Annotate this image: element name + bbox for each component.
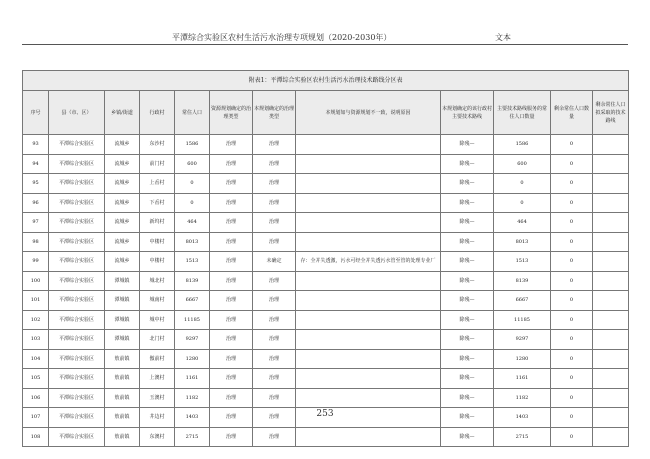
table-cell: 治理 bbox=[210, 330, 253, 350]
table-cell: 108 bbox=[23, 427, 49, 447]
table-cell: 106 bbox=[23, 388, 49, 408]
table-cell bbox=[296, 291, 441, 311]
table-cell: 治理 bbox=[253, 154, 296, 174]
table-cell: 104 bbox=[23, 349, 49, 369]
table-cell: 102 bbox=[23, 310, 49, 330]
table-body bbox=[23, 135, 629, 447]
page-number: 253 bbox=[316, 409, 334, 419]
table-cell bbox=[593, 252, 629, 272]
table-cell bbox=[296, 271, 441, 291]
section-label: 文本 bbox=[495, 33, 511, 42]
table-cell: 下岙村 bbox=[140, 193, 175, 213]
table-cell: 治理 bbox=[210, 213, 253, 233]
table-cell: 敖前镇 bbox=[105, 427, 140, 447]
table-cell: 上澳村 bbox=[140, 369, 175, 389]
table-cell: 敖前镇 bbox=[105, 388, 140, 408]
table-cell: 流城乡 bbox=[105, 174, 140, 194]
table-cell: 治理 bbox=[253, 193, 296, 213]
table-cell: 0 bbox=[551, 427, 593, 447]
table-row bbox=[23, 369, 629, 389]
table-cell: 1182 bbox=[175, 388, 210, 408]
table-cell: 治理 bbox=[253, 388, 296, 408]
table-cell bbox=[296, 232, 441, 252]
table-cell bbox=[296, 154, 441, 174]
table-cell: 除残— bbox=[441, 252, 494, 272]
table-cell: 治理 bbox=[253, 349, 296, 369]
table-row bbox=[23, 213, 629, 233]
document-title: 平潭综合实验区农村生活污水治理专项规划（2020-2030年） bbox=[172, 33, 392, 42]
table-cell: 平潭综合实验区 bbox=[49, 388, 105, 408]
table-row bbox=[23, 135, 629, 155]
table-cell: 除残— bbox=[441, 388, 494, 408]
table-cell: 敖前镇 bbox=[105, 369, 140, 389]
table-cell: 1161 bbox=[175, 369, 210, 389]
table-cell: 98 bbox=[23, 232, 49, 252]
page-header bbox=[22, 30, 628, 46]
table-cell: 1280 bbox=[175, 349, 210, 369]
table-cell: 治理 bbox=[210, 271, 253, 291]
table-cell bbox=[296, 427, 441, 447]
table-row bbox=[23, 330, 629, 350]
table-cell: 平潭综合实验区 bbox=[49, 135, 105, 155]
table-cell: 治理 bbox=[210, 291, 253, 311]
table-cell: 敖前镇 bbox=[105, 408, 140, 428]
table-cell: 流城乡 bbox=[105, 232, 140, 252]
table-cell: 治理 bbox=[253, 271, 296, 291]
table-cell bbox=[593, 427, 629, 447]
table-cell bbox=[593, 349, 629, 369]
table-cell: 北门村 bbox=[140, 330, 175, 350]
table-cell bbox=[593, 310, 629, 330]
table-cell: 存：全并失透激，污水可经全并失透污水管至管的处理专业厂 bbox=[296, 252, 441, 272]
table-cell: 平潭综合实验区 bbox=[49, 349, 105, 369]
table-caption-row bbox=[23, 71, 629, 91]
table-cell: 城南村 bbox=[140, 291, 175, 311]
table-cell: 600 bbox=[175, 154, 210, 174]
table-row bbox=[23, 232, 629, 252]
table-cell: 0 bbox=[551, 174, 593, 194]
column-header: 主要技术路线服务的常住人口数量 bbox=[494, 91, 551, 135]
table-cell: 除残— bbox=[441, 427, 494, 447]
table-cell: 除残— bbox=[441, 291, 494, 311]
table-row bbox=[23, 193, 629, 213]
table-cell: 平潭综合实验区 bbox=[49, 232, 105, 252]
table-row bbox=[23, 174, 629, 194]
table-cell bbox=[593, 193, 629, 213]
table-cell: 东澳村 bbox=[140, 427, 175, 447]
table-cell: 11185 bbox=[494, 310, 551, 330]
table-cell: 1513 bbox=[494, 252, 551, 272]
table-cell: 95 bbox=[23, 174, 49, 194]
table-cell: 0 bbox=[551, 193, 593, 213]
table-cell: 中楼村 bbox=[140, 232, 175, 252]
table-cell: 0 bbox=[494, 193, 551, 213]
table-cell: 潭城镇 bbox=[105, 330, 140, 350]
table-cell: 2715 bbox=[175, 427, 210, 447]
table-cell: 治理 bbox=[253, 408, 296, 428]
column-header: 行政村 bbox=[140, 91, 175, 135]
table-cell bbox=[593, 291, 629, 311]
table-row bbox=[23, 291, 629, 311]
table-cell: 治理 bbox=[253, 135, 296, 155]
table-cell bbox=[593, 330, 629, 350]
table-cell: 0 bbox=[551, 232, 593, 252]
table-row bbox=[23, 310, 629, 330]
table-cell bbox=[296, 310, 441, 330]
header-divider bbox=[22, 44, 628, 45]
table-cell bbox=[296, 330, 441, 350]
table-cell: 治理 bbox=[253, 213, 296, 233]
table-cell: 0 bbox=[551, 388, 593, 408]
table-cell: 平潭综合实验区 bbox=[49, 193, 105, 213]
table-cell: 平潭综合实验区 bbox=[49, 427, 105, 447]
table-cell: 治理 bbox=[210, 193, 253, 213]
table-cell bbox=[593, 232, 629, 252]
table-cell: 0 bbox=[551, 291, 593, 311]
column-header: 剩余常住人口数量 bbox=[551, 91, 593, 135]
table-cell: 潭城镇 bbox=[105, 310, 140, 330]
table-cell: 464 bbox=[175, 213, 210, 233]
table-cell: 潭城镇 bbox=[105, 271, 140, 291]
table-cell bbox=[593, 154, 629, 174]
table-cell: 治理 bbox=[210, 349, 253, 369]
table-cell: 治理 bbox=[253, 174, 296, 194]
table-cell: 6667 bbox=[175, 291, 210, 311]
table-cell: 前门村 bbox=[140, 154, 175, 174]
table-cell bbox=[296, 135, 441, 155]
table-cell: 平潭综合实验区 bbox=[49, 252, 105, 272]
table-cell: 除残— bbox=[441, 369, 494, 389]
table-cell: 流城乡 bbox=[105, 135, 140, 155]
table-row bbox=[23, 349, 629, 369]
table-cell: 105 bbox=[23, 369, 49, 389]
table-cell: 除残— bbox=[441, 310, 494, 330]
table-cell: 100 bbox=[23, 271, 49, 291]
table-cell: 8013 bbox=[494, 232, 551, 252]
table-row bbox=[23, 427, 629, 447]
table-cell bbox=[296, 213, 441, 233]
table-cell: 600 bbox=[494, 154, 551, 174]
table-cell: 新坞村 bbox=[140, 213, 175, 233]
table-cell: 治理 bbox=[210, 174, 253, 194]
table-cell: 11185 bbox=[175, 310, 210, 330]
table-cell: 平潭综合实验区 bbox=[49, 271, 105, 291]
table-cell: 傲前村 bbox=[140, 349, 175, 369]
table-cell: 1513 bbox=[175, 252, 210, 272]
column-header: 序号 bbox=[23, 91, 49, 135]
table-cell: 流城乡 bbox=[105, 252, 140, 272]
table-cell: 99 bbox=[23, 252, 49, 272]
table-cell: 治理 bbox=[253, 310, 296, 330]
table-cell: 治理 bbox=[210, 232, 253, 252]
table-cell: 治理 bbox=[210, 154, 253, 174]
table-cell: 治理 bbox=[210, 252, 253, 272]
column-header: 本规划确定的治理类型 bbox=[253, 91, 296, 135]
table-cell: 平潭综合实验区 bbox=[49, 369, 105, 389]
sewage-treatment-table bbox=[22, 70, 629, 447]
table-cell: 101 bbox=[23, 291, 49, 311]
table-cell: 潭城镇 bbox=[105, 291, 140, 311]
column-header: 本规划如与资源规划不一致，说明原因 bbox=[296, 91, 441, 135]
table-cell: 治理 bbox=[253, 291, 296, 311]
table-cell: 0 bbox=[551, 369, 593, 389]
column-header: 资源规划确定的治理类型 bbox=[210, 91, 253, 135]
table-cell: 0 bbox=[551, 330, 593, 350]
table-cell bbox=[593, 213, 629, 233]
table-cell: 平潭综合实验区 bbox=[49, 154, 105, 174]
table-cell: 东沙村 bbox=[140, 135, 175, 155]
table-cell: 流城乡 bbox=[105, 154, 140, 174]
table-cell: 0 bbox=[551, 135, 593, 155]
table-cell: 城北村 bbox=[140, 271, 175, 291]
table-cell: 0 bbox=[551, 310, 593, 330]
table-cell bbox=[296, 349, 441, 369]
table-cell: 治理 bbox=[210, 135, 253, 155]
table-cell: 平潭综合实验区 bbox=[49, 213, 105, 233]
table-cell: 治理 bbox=[210, 408, 253, 428]
table-cell bbox=[593, 388, 629, 408]
table-row bbox=[23, 271, 629, 291]
table-cell: 1403 bbox=[494, 408, 551, 428]
table-cell: 除残— bbox=[441, 174, 494, 194]
column-header: 常住人口 bbox=[175, 91, 210, 135]
table-cell: 除残— bbox=[441, 349, 494, 369]
table-cell: 96 bbox=[23, 193, 49, 213]
table-cell: 2715 bbox=[494, 427, 551, 447]
table-cell bbox=[296, 193, 441, 213]
table-cell: 0 bbox=[551, 213, 593, 233]
column-header: 乡镇/街道 bbox=[105, 91, 140, 135]
column-header: 县（市、区） bbox=[49, 91, 105, 135]
table-cell: 治理 bbox=[253, 427, 296, 447]
table-cell bbox=[593, 369, 629, 389]
table-cell bbox=[593, 135, 629, 155]
table-cell: 除残— bbox=[441, 330, 494, 350]
table-cell: 中楼村 bbox=[140, 252, 175, 272]
table-caption: 附表1：平潭综合实验区农村生活污水治理技术路线分区表 bbox=[23, 71, 629, 91]
table-row bbox=[23, 388, 629, 408]
table-cell: 0 bbox=[551, 252, 593, 272]
table-cell: 除残— bbox=[441, 271, 494, 291]
table-cell: 6667 bbox=[494, 291, 551, 311]
table-cell: 城中村 bbox=[140, 310, 175, 330]
table-cell: 治理 bbox=[253, 330, 296, 350]
table-cell: 8139 bbox=[175, 271, 210, 291]
table-cell: 除残— bbox=[441, 135, 494, 155]
table-cell: 1586 bbox=[494, 135, 551, 155]
table-header-row bbox=[23, 91, 629, 135]
table-cell: 敖前镇 bbox=[105, 349, 140, 369]
table-cell: 1280 bbox=[494, 349, 551, 369]
table-cell: 8139 bbox=[494, 271, 551, 291]
table-cell: 治理 bbox=[210, 310, 253, 330]
column-header: 本规划确定的该行政村主要技术路线 bbox=[441, 91, 494, 135]
table-cell bbox=[593, 174, 629, 194]
table-cell: 0 bbox=[551, 154, 593, 174]
table-cell: 流城乡 bbox=[105, 193, 140, 213]
table-cell: 464 bbox=[494, 213, 551, 233]
table-cell: 0 bbox=[551, 408, 593, 428]
table-cell: 平潭综合实验区 bbox=[49, 408, 105, 428]
table-cell: 94 bbox=[23, 154, 49, 174]
table-cell: 0 bbox=[551, 349, 593, 369]
table-cell: 玉澳村 bbox=[140, 388, 175, 408]
table-cell: 治理 bbox=[210, 427, 253, 447]
table-cell: 9297 bbox=[494, 330, 551, 350]
table-cell: 治理 bbox=[253, 232, 296, 252]
table-cell: 97 bbox=[23, 213, 49, 233]
table-cell: 治理 bbox=[210, 369, 253, 389]
table-cell bbox=[296, 369, 441, 389]
table-cell: 9297 bbox=[175, 330, 210, 350]
table-cell: 除残— bbox=[441, 154, 494, 174]
table-cell: 1182 bbox=[494, 388, 551, 408]
table-cell bbox=[296, 174, 441, 194]
table-row bbox=[23, 252, 629, 272]
table-cell: 平潭综合实验区 bbox=[49, 310, 105, 330]
table-cell: 0 bbox=[175, 193, 210, 213]
table-cell: 平潭综合实验区 bbox=[49, 174, 105, 194]
table-cell: 平潭综合实验区 bbox=[49, 291, 105, 311]
table-cell: 1586 bbox=[175, 135, 210, 155]
table-cell: 8013 bbox=[175, 232, 210, 252]
table-cell: 1161 bbox=[494, 369, 551, 389]
table-cell: 0 bbox=[551, 271, 593, 291]
table-cell: 1403 bbox=[175, 408, 210, 428]
table-cell: 上岙村 bbox=[140, 174, 175, 194]
table-cell: 除残— bbox=[441, 408, 494, 428]
table-cell: 0 bbox=[494, 174, 551, 194]
table-row bbox=[23, 154, 629, 174]
table-cell bbox=[296, 388, 441, 408]
table-cell: 流城乡 bbox=[105, 213, 140, 233]
table-cell: 平潭综合实验区 bbox=[49, 330, 105, 350]
table-cell: 107 bbox=[23, 408, 49, 428]
table-cell: 治理 bbox=[210, 388, 253, 408]
table-cell: 除残— bbox=[441, 232, 494, 252]
table-cell: 井边村 bbox=[140, 408, 175, 428]
table-cell: 93 bbox=[23, 135, 49, 155]
table-cell bbox=[593, 271, 629, 291]
table-cell: 0 bbox=[175, 174, 210, 194]
table-cell: 103 bbox=[23, 330, 49, 350]
table-cell: 治理 bbox=[253, 369, 296, 389]
table-cell: 除残— bbox=[441, 193, 494, 213]
table-cell: 未确定 bbox=[253, 252, 296, 272]
column-header: 剩余常住人口拟采取的技术路线 bbox=[593, 91, 629, 135]
table-cell: 除残— bbox=[441, 213, 494, 233]
